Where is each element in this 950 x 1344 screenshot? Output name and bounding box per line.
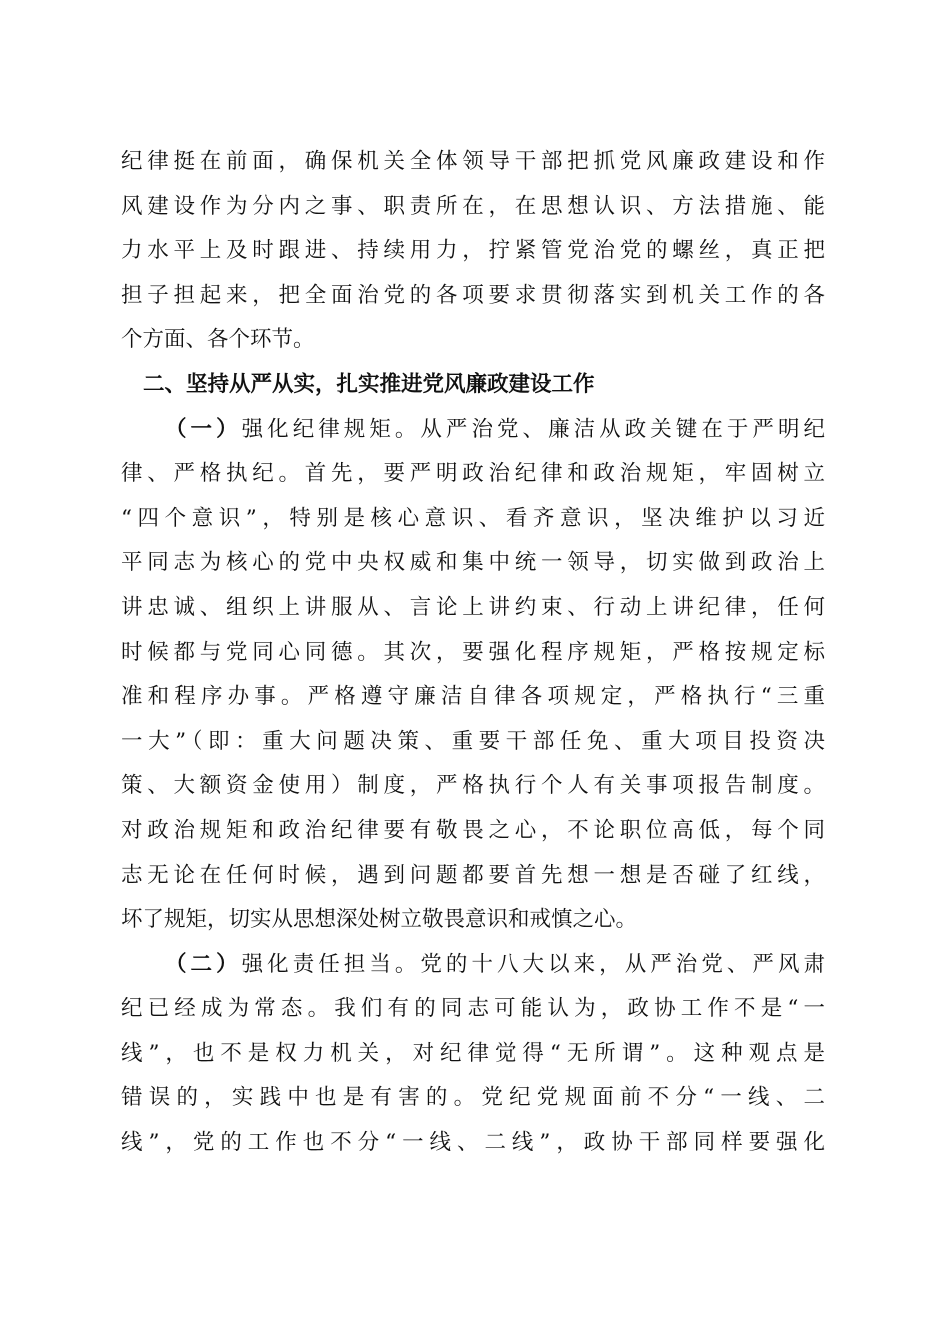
paragraph-line-lead [121,943,825,988]
paragraph-line: 策、大额资金使用）制度，严格执行个人有关事项报告制度。 [121,773,825,799]
paragraph-line: 平同志为核心的党中央权威和集中统一领导，切实做到政治上 [121,550,825,576]
paragraph-line-lead [121,408,825,453]
paragraph-line: 时候都与党同心同德。其次，要强化程序规矩，严格按规定标 [121,639,825,665]
paragraph-line: 志无论在任何时候，遇到问题都要首先想一想是否碰了红线， [121,862,825,888]
paragraph-line: 纪已经成为常态。我们有的同志可能认为，政协工作不是“一 [121,996,825,1022]
paragraph-line-text: 强化纪律规矩。从严治党、廉洁从政关键在于严明纪 [241,416,825,442]
paragraph-line: 坏了规矩，切实从思想深处树立敬畏意识和戒慎之心。 [121,907,638,933]
paragraph-line: 讲忠诚、组织上讲服从、言论上讲约束、行动上讲纪律，任何 [121,594,825,620]
document-page [121,140,825,1166]
paragraph-line: 线”，党的工作也不分“一线、二线”，政协干部同样要强化 [121,1130,825,1156]
subsection-marker: （一） [165,416,242,442]
paragraph-line: 力水平上及时跟进、持续用力，拧紧管党治党的螺丝，真正把 [121,238,825,264]
paragraph-line: 风建设作为分内之事、职责所在，在思想认识、方法措施、能 [121,193,825,219]
paragraph-line: 准和程序办事。严格遵守廉洁自律各项规定，严格执行“三重 [121,684,825,710]
paragraph-line: 一大”（即：重大问题决策、重要干部任免、重大项目投资决 [121,728,825,754]
paragraph-line-text: 强化责任担当。党的十八大以来，从严治党、严风肃 [241,951,825,977]
section-heading: 二、坚持从严从实，扎实推进党风廉政建设工作 [143,371,595,397]
paragraph-line: 担子担起来，把全面治党的各项要求贯彻落实到机关工作的各 [121,282,825,308]
paragraph-line: 纪律挺在前面，确保机关全体领导干部把抓党风廉政建设和作 [121,149,825,174]
paragraph-line: 线”，也不是权力机关，对纪律觉得“无所谓”。这种观点是 [121,1040,825,1066]
paragraph-line: 错误的，实践中也是有害的。党纪党规面前不分“一线、二 [121,1085,825,1111]
subsection-marker: （二） [165,951,242,977]
paragraph-line: 个方面、各个环节。 [121,327,315,353]
paragraph-line: 对政治规矩和政治纪律要有敬畏之心，不论职位高低，每个同 [121,817,825,843]
paragraph-line: 律、严格执纪。首先，要严明政治纪律和政治规矩，牢固树立 [121,461,825,487]
paragraph-line: “四个意识”，特别是核心意识、看齐意识，坚决维护以习近 [121,505,825,531]
